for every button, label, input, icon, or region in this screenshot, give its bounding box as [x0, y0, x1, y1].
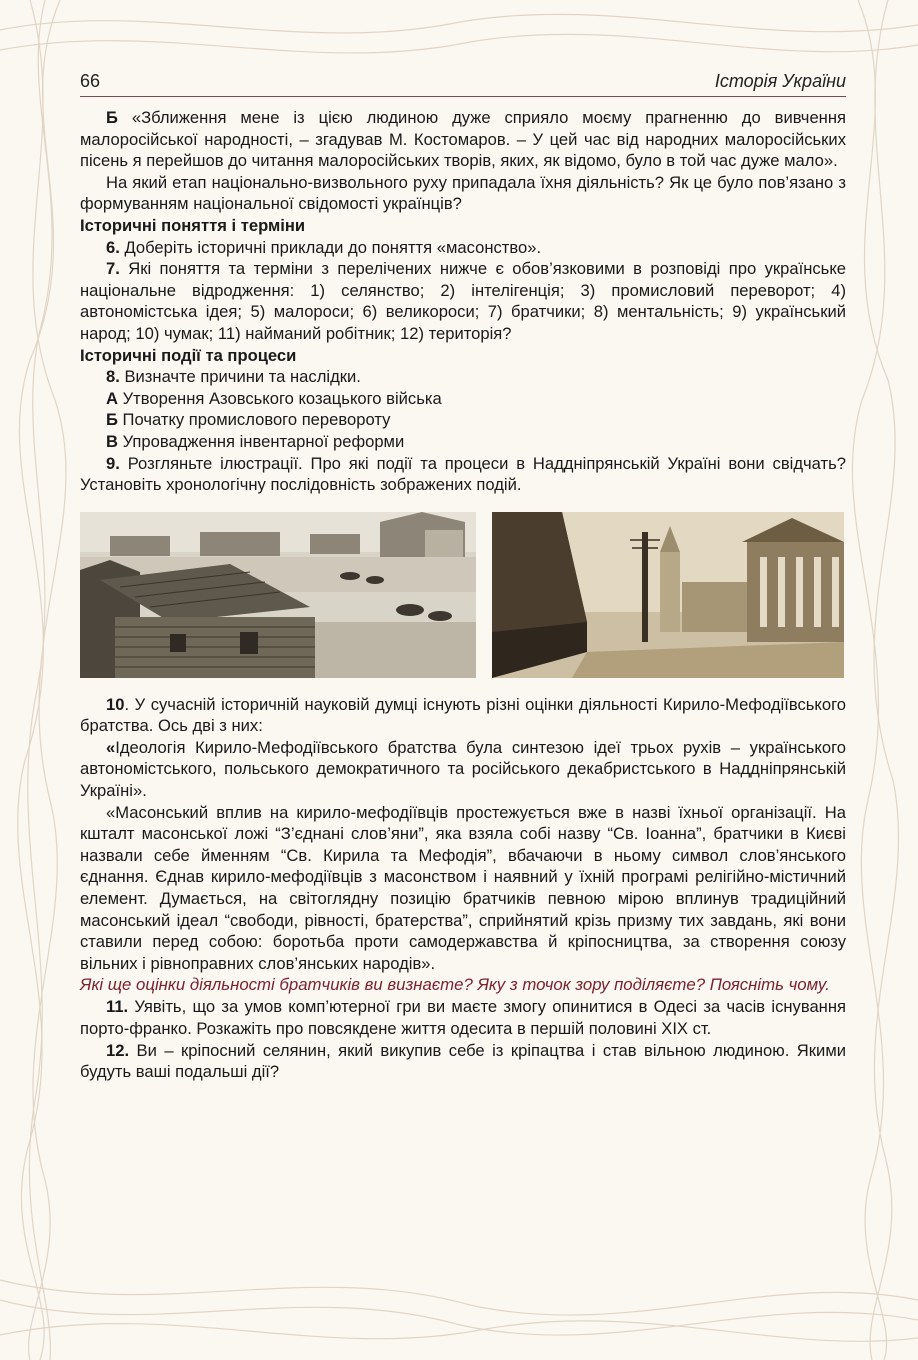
- task-number: 10: [106, 694, 125, 714]
- task-8-item-b: [80, 409, 846, 431]
- source-b-paragraph: [80, 107, 846, 172]
- page-content: [80, 107, 846, 1083]
- task-text: Які поняття та терміни з перелічених нижче є обов’язковими в розповіді про українське національне відродження: 1) селянство; 2) інтелігенція; 3) промисловий переворот; 4) автономістська ідея; 5) малороси; 6) великороси; 7) братчики; 8) ментальність; 9) український народ; 10) чумак; 11) найманий робітник; 12) територія?: [80, 259, 846, 343]
- item-letter: А: [106, 388, 118, 408]
- task-9: [80, 453, 846, 496]
- source-text: «Зближення мене із цією людиною дуже сприяло моєму прагненню до вивчення малоросійської народності, – згадував М. Костомаров. – У цей час від народних малоросійських пісень я перейшов до читання малоросійських творів, яких, як відомо, було в той час дуже мало».: [80, 108, 846, 171]
- task-number: 11.: [106, 997, 129, 1017]
- task-6: [80, 237, 846, 259]
- task-8-item-v: [80, 431, 846, 453]
- illustration-city-street-photo: [492, 512, 844, 678]
- task-10-question: Які ще оцінки діяльності братчиків ви визнаєте? Яку з точок зору поділяєте? Поясніть чому.: [80, 975, 830, 995]
- item-text: Упровадження інвентарної реформи: [117, 431, 405, 451]
- running-title: Історія України: [714, 71, 846, 91]
- item-text: Початку промислового перевороту: [117, 410, 391, 430]
- item-letter: В: [106, 431, 118, 451]
- task-10: [80, 694, 846, 737]
- task-text: Ви – кріпосний селянин, який викупив себе із кріпацтва і став вільною людиною. Якими будуть ваші подальші дії?: [80, 1040, 846, 1082]
- task-7: [80, 258, 846, 344]
- section-heading-terms: Історичні поняття і терміни: [80, 215, 306, 235]
- quote-text: Ідеологія Кирило-Мефодіївського братства була синтезою ідеї трьох рухів – українського автономістського, польського демократичного та російського декабристського в Наддніпрянській Україні».: [80, 737, 846, 801]
- task-number: 8.: [106, 367, 120, 387]
- task-number: 7.: [106, 259, 120, 279]
- item-text: Утворення Азовського козацького війська: [117, 388, 442, 408]
- quote-mark: «: [106, 737, 116, 757]
- task-text: Розгляньте ілюстрації. Про які події та процеси в Наддніпрянській Україні вони свідчать? Установіть хронологічну послідовність зображених подій.: [80, 453, 846, 495]
- section-heading-events: Історичні події та процеси: [80, 345, 297, 365]
- task-number: 6.: [106, 237, 120, 257]
- task-10-quote-2: «Масонський вплив на кирило-мефодіївців простежується вже в назві їхньої організації. На кшталт масонської ложі “З’єднані слов’яни”, яка взяла собі назву “Св. Іоанна”, братчики в Києві назвали себе йменням “Св. Кирила та Мефодія”, вбачаючи в ньому символ слов’янського єднання. Єднав кирило-мефодіївців з масонством і наявний у їхній програмі релігійно-містичний елемент. Думається, на світоглядну позицію братчиків певною мірою вплинув традиційний масонський ідеал “свободи, рівності, братерства”, сприйнятий крізь призму тих завдань, які вони ставили перед собою: боротьба проти самодержавства й кріпосництва, за створення союзу вільних і рівноправних слов’янських народів».: [80, 802, 846, 973]
- illustration-village-engraving: [80, 512, 476, 678]
- task-text: Доберіть історичні приклади до поняття «масонство».: [119, 237, 542, 257]
- question-paragraph: На який етап національно-визвольного руху припадала їхня діяльність? Як це було пов’язано з формуванням національної свідомості українців?: [80, 172, 846, 214]
- task-text: . У сучасній історичній науковій думці існують різні оцінки діяльності Кирило-Мефодіївського братства. Ось дві з них:: [80, 694, 846, 736]
- task-11: [80, 996, 846, 1039]
- item-letter: Б: [106, 410, 118, 430]
- task-10-quote-1: [80, 737, 846, 802]
- task-number: 9.: [106, 453, 120, 473]
- illustrations: [80, 512, 846, 678]
- task-8: [80, 366, 846, 388]
- task-text: Уявіть, що за умов комп’ютерної гри ви маєте змогу опинитися в Одесі за часів існування порто-франко. Розкажіть про повсякдене життя одесита в першій половині XIX ст.: [80, 997, 846, 1038]
- page-header: [80, 68, 846, 97]
- task-12: [80, 1040, 846, 1083]
- source-letter: Б: [106, 108, 118, 127]
- task-number: 12.: [106, 1040, 130, 1060]
- page-number: 66: [80, 71, 101, 91]
- task-8-item-a: [80, 388, 846, 410]
- task-text: Визначте причини та наслідки.: [119, 367, 361, 387]
